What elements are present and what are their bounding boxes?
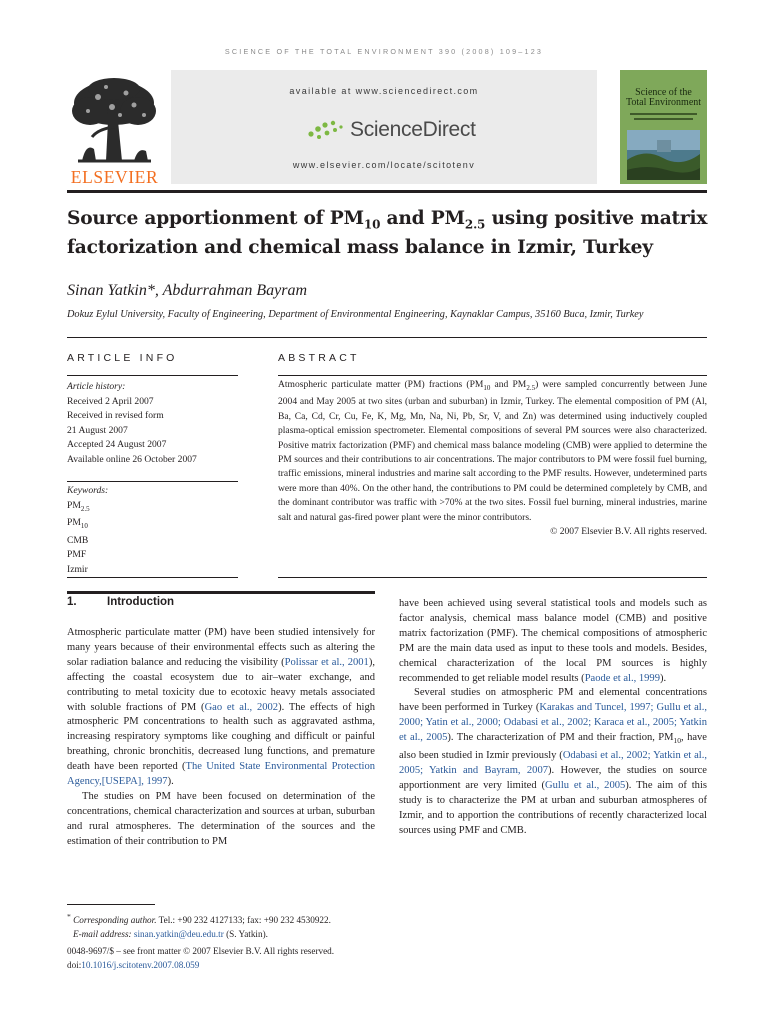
citation-link[interactable]: The United State Environmental Protection Agency,[USEPA], 1997 [67, 761, 375, 788]
history-item: Available online 26 October 2007 [67, 453, 197, 465]
keyword-item: $PM_{10}$ [67, 517, 88, 530]
cover-subtitle-line [634, 118, 693, 120]
doi-line: doi:10.1016/j.scitotenv.2007.08.059 [67, 960, 200, 971]
elsevier-logo [66, 77, 163, 187]
cover-title: Science of the Total Environment [625, 87, 702, 108]
keywords-label: Keywords: [67, 485, 109, 496]
header-rule [67, 190, 707, 193]
keywords [67, 484, 242, 577]
history-item: 21 August 2007 [67, 424, 128, 436]
keyword-item: $PM_{2.5}$ [67, 499, 90, 513]
section-heading-introduction: 1. Introduction [67, 596, 175, 608]
keyword-item: Izmir [67, 563, 88, 575]
affiliation: Dokuz Eylul University, Faculty of Engineering, Department of Environmental Engineering, Kaynaklar Campus, 35160 Buca, Izmir, Turkey [67, 309, 644, 320]
cover-photo-icon [627, 130, 700, 180]
footnote-rule [67, 904, 155, 905]
sciencedirect-wordmark: ScienceDirect [350, 118, 476, 141]
tree-emblem-icon [68, 77, 161, 167]
elsevier-wordmark: ELSEVIER [70, 167, 159, 187]
email-link[interactable]: sinan.yatkin@deu.edu.tr [133, 929, 224, 940]
abstract-heading: ABSTRACT [278, 352, 360, 364]
citation-link[interactable]: Gao et al., 2002 [204, 701, 279, 713]
front-matter [67, 944, 447, 972]
author-list: Sinan Yatkin*, Abdurrahman Bayram [67, 282, 308, 299]
abstract-copyright: © 2007 Elsevier B.V. All rights reserved. [550, 525, 707, 537]
divider [67, 481, 238, 482]
sciencedirect-logo [307, 116, 476, 144]
divider [278, 577, 707, 578]
divider [67, 577, 238, 578]
paragraph: Several studies on atmospheric PM and elemental concentrations have been performed in Turkey (Karakas and Tuncel, 1997; Gullu et al., 2000; Yatin et al., 2000; Odabasi et al., 2002; Karaca et al., 2005; Yatkin et al., 2005). The characterization of PM and their fraction, $PM_{10}$, have also been studied in Izmir previously (Odabasi et al., 2002; Yatkin et al., 2005; Yatkin and Bayram, 2007). However, the studies on source apportionment are very limited (Gullu et al., 2005). The aim of this study is to characterize the PM at urban and suburban atmospheres of Izmir, and to apportion the contributions of recently characterized local sources using PMF and CMB. [399, 687, 707, 836]
issn-line: 0048-9697/$ – see front matter © 2007 Elsevier B.V. All rights reserved. [67, 946, 335, 956]
article-title: Source apportionment of $PM_{10}$ and $PM_{2.5}$ using positive matrix factorization and chemical mass balance in Izmir, Turkey [67, 208, 708, 258]
history-label: Article history: [67, 381, 126, 392]
available-at-text[interactable]: available at www.sciencedirect.com [289, 86, 479, 96]
body-column-right [399, 597, 707, 839]
doi-link[interactable]: 10.1016/j.scitotenv.2007.08.059 [81, 960, 200, 971]
history-item: Received in revised form [67, 410, 164, 422]
section-rule [67, 591, 375, 594]
journal-running-header: SCIENCE OF THE TOTAL ENVIRONMENT 390 (2008) 109–123 [224, 47, 544, 56]
article-info-heading: ARTICLE INFO [67, 352, 178, 364]
abstract-text: Atmospheric particulate matter (PM) fractions ($PM_{10}$ and $PM_{2.5}$) were sampled concurrently between June 2004 and May 2005 at two sites (urban and suburban) in Izmir, Turkey. The elemental composition of PM (Al, Ba, Ca, Cd, Cr, Cu, Fe, K, Mg, Mn, Na, Ni, Pb, Sr, V, and Zn) was determined using inductively coupled plasma-optical emission spectrometer. Elemental compositions of several PM sources were also characterized. Positive matrix factorization (PMF) and chemical mass balance modeling (CMB) were applied to determine the PM sources and their contributions to air concentrations. The major contributors to PM were fossil fuel burning, traffic emissions, mineral industries and marine salt according to the PMF results. However, undetermined parts were more than 40%. On the other hand, the contributions to PM could be determined completely by CMB, and the dominant contributor was traffic with >70% at the two sites. Fossil fuel burning, mineral industries, marine salt and natural gas-fired power plant were the minor contributors. [278, 379, 708, 523]
cover-subtitle-line [630, 113, 697, 115]
footnote: * Corresponding author. Tel.: +90 232 4127133; fax: +90 232 4530922. E-mail address: sinan.yatkin@deu.edu.tr (S. Yatkin). [67, 912, 331, 940]
citation-link[interactable]: Karakas and Tuncel, 1997; Gullu et al., 2000; Yatin et al., 2000; Odabasi et al., 2002; Karaca et al., 2005; Yatkin et al., 2005 [399, 702, 707, 744]
divider [67, 375, 238, 376]
journal-cover-image [620, 70, 707, 184]
abstract-body [278, 378, 707, 539]
journal-url[interactable]: www.elsevier.com/locate/scitotenv [292, 160, 476, 170]
divider [67, 337, 707, 338]
history-item: Accepted 24 August 2007 [67, 439, 167, 451]
citation-link[interactable]: Polissar et al., 2001 [284, 656, 369, 668]
article-history [67, 380, 242, 468]
citation-link[interactable]: Paode et al., 1999 [584, 672, 660, 684]
sciencedirect-banner [171, 70, 597, 184]
keyword-item: PMF [67, 549, 87, 561]
citation-link[interactable]: Odabasi et al., 2002; Yatkin et al., 2005; Yatkin and Bayram, 2007 [399, 750, 707, 777]
citation-link[interactable]: Gullu et al., 2005 [545, 779, 626, 791]
keyword-item: CMB [67, 534, 89, 546]
sciencedirect-dots-icon [307, 119, 345, 141]
history-item: Received 2 April 2007 [67, 395, 154, 407]
paragraph: Atmospheric particulate matter (PM) have been studied intensively for many years because of their environmental effects such as altering the solar radiation balance and reducing the visibility (Polissar et al., 2001), affecting the coastal ecosystem due to air–water exchange, and contributing to metal toxicity due to ecotoxic heavy metals associated with soluble fractions of PM (Gao et al., 2002). The effects of high atmospheric PM concentrations to health such as aggravated asthma, increasing respiratory symptoms like coughing and difficult or painful breathing, chronic bronchitis, decreased lung functions, and premature death have been reported (The United State Environmental Protection Agency,[USEPA], 1997). [67, 627, 376, 788]
divider [278, 375, 707, 376]
paragraph: The studies on PM have been focused on determination of the concentrations, chemical characterization and sources at urban, suburban and rural atmospheres. The determination of the sources and the estimation of their contribution to PM [67, 790, 375, 847]
paragraph: have been achieved using several statistical tools and models such as factor analysis, chemical mass balance model (CMB) and positive matrix factorization (PMF). The chemical compositions of atmospheric PM are the main data used as input to these tools and models. Besides, chemical characterization of the local PM sources is highly recommended to get reliable model results (Paode et al., 1999). [399, 598, 707, 684]
body-column-left [67, 626, 375, 850]
